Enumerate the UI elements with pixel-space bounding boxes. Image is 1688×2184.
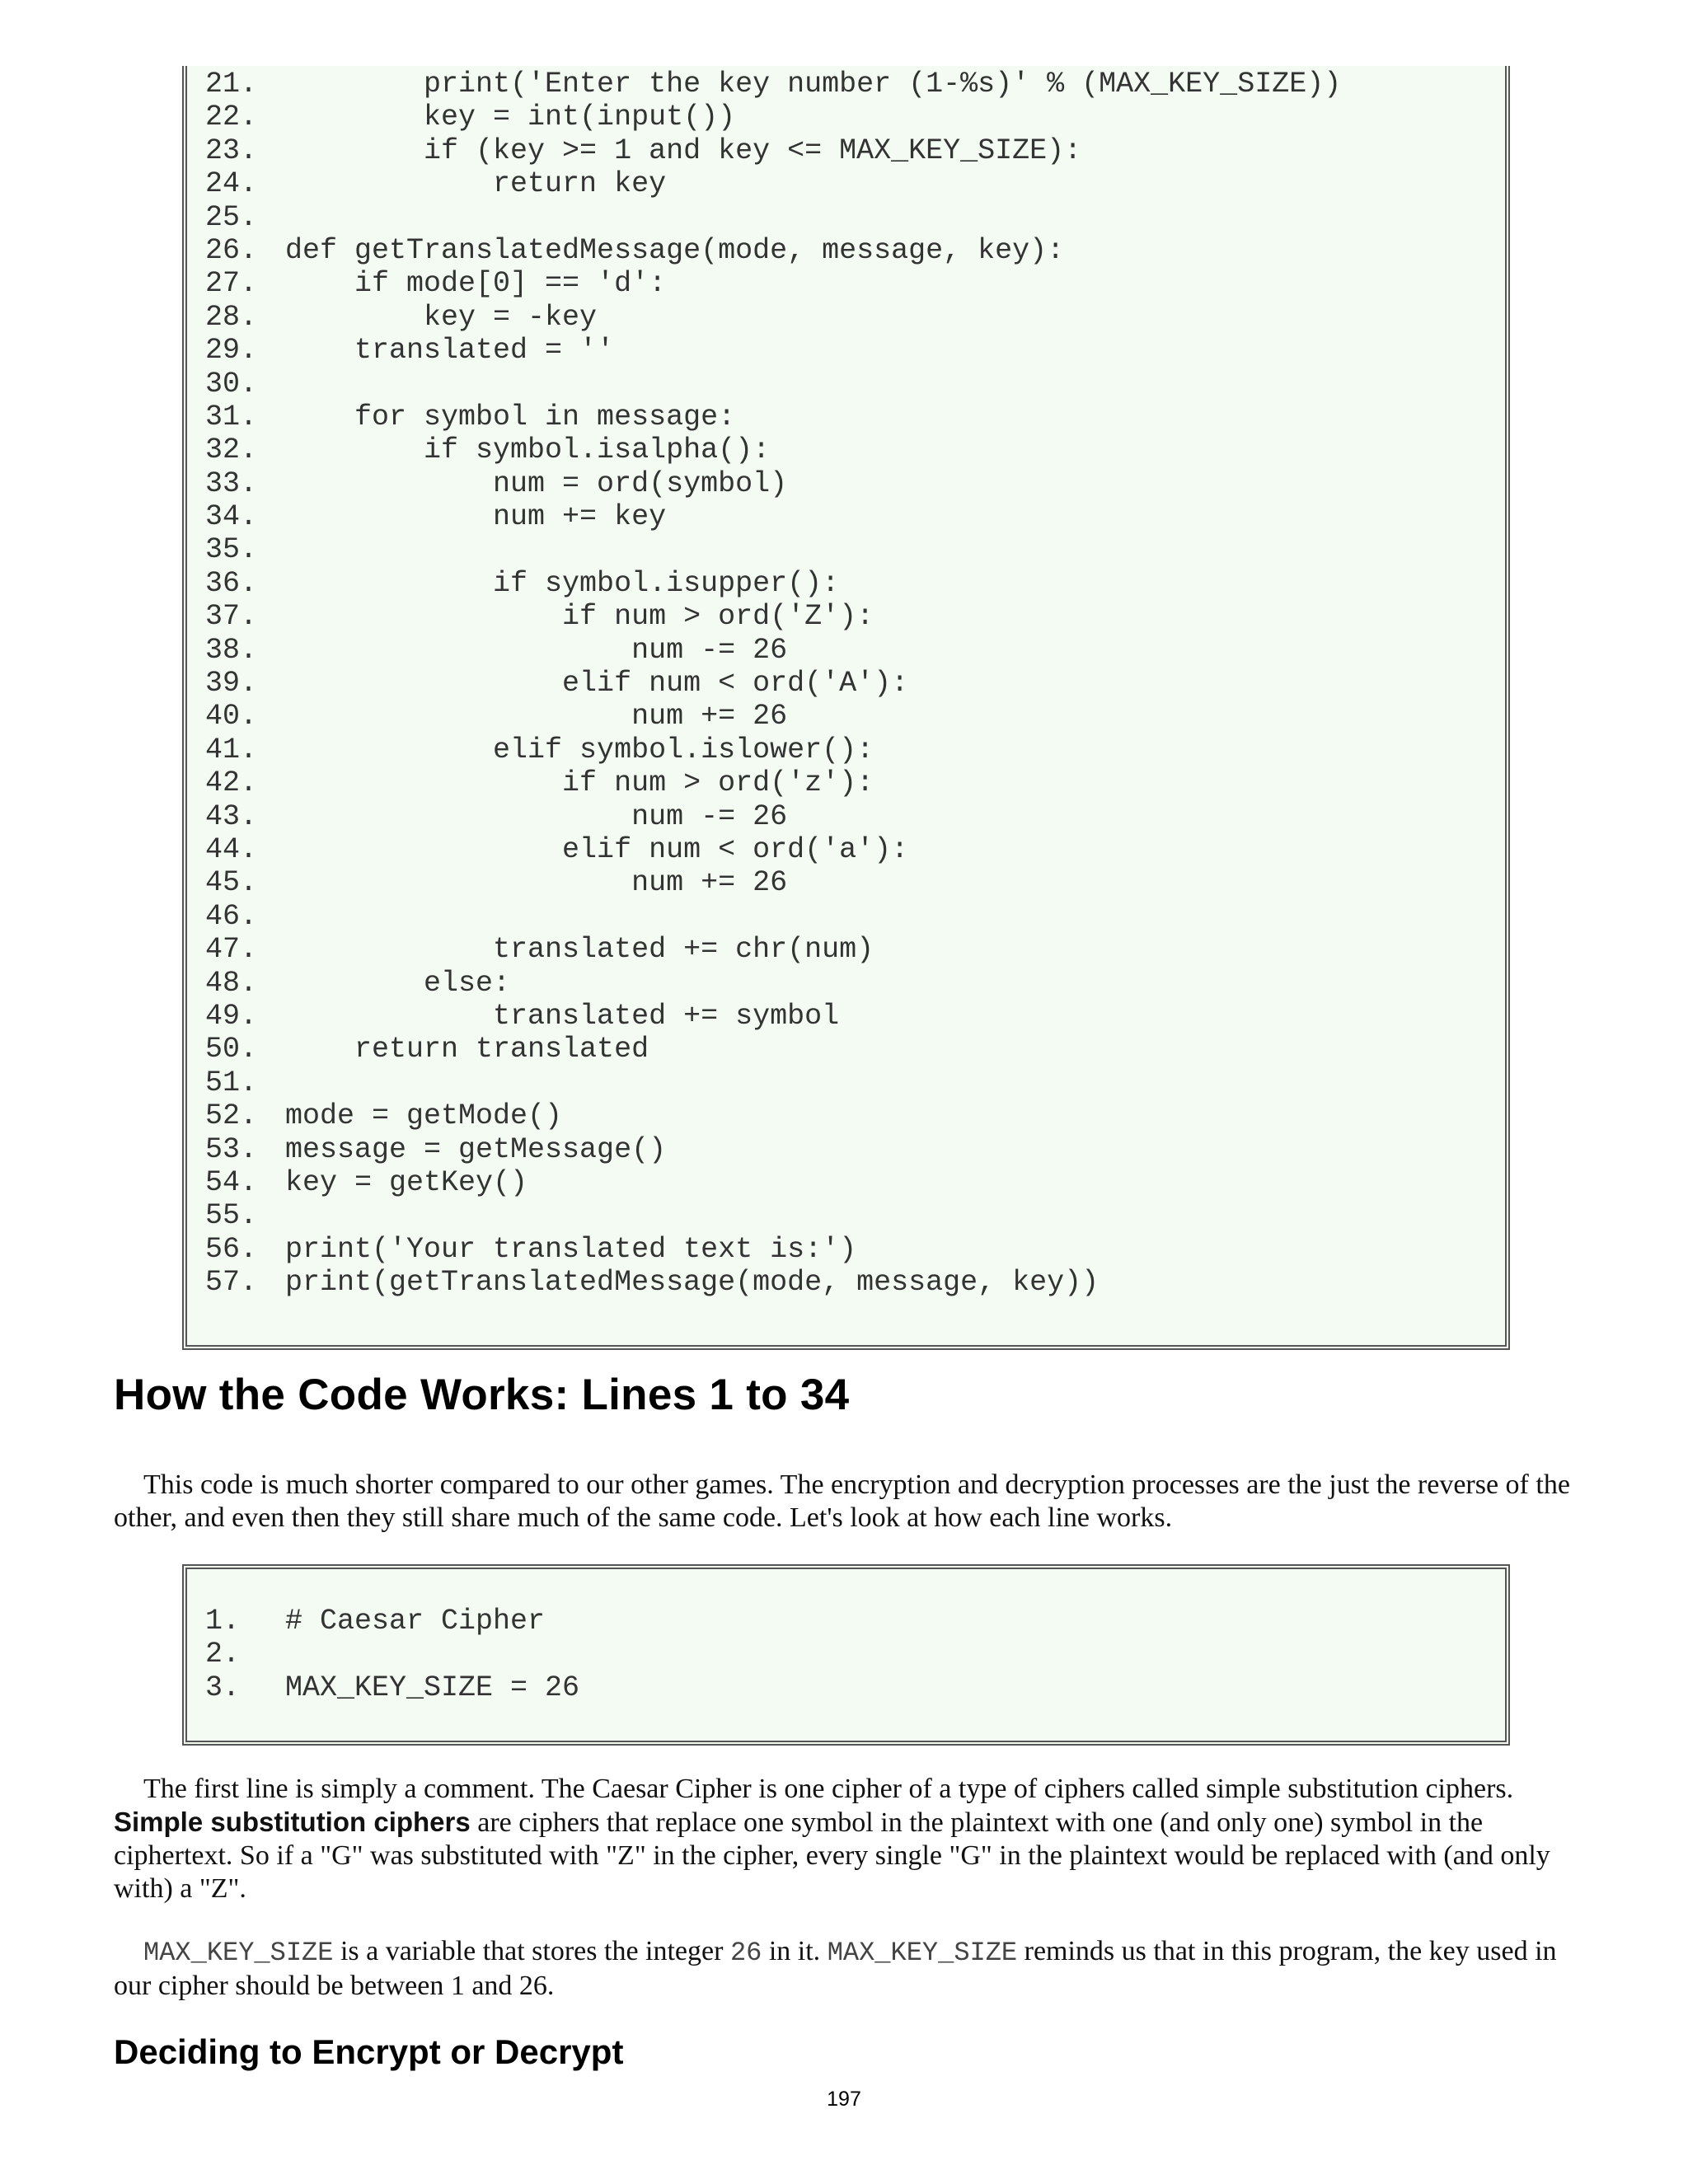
- code-text: if symbol.isupper():: [285, 566, 840, 600]
- paragraph-text: The first line is simply a comment. The Caesar Cipher is one cipher of a type of ciphers called simple substitution ciphers.: [143, 1774, 1514, 1804]
- line-number: 40.: [205, 700, 258, 733]
- code-line: [205, 134, 1341, 167]
- line-number: 2.: [205, 1638, 241, 1671]
- code-line: [205, 1099, 1341, 1132]
- code-text: num -= 26: [285, 799, 788, 833]
- line-number: 22.: [205, 101, 258, 134]
- code-text: elif num < ord('A'):: [285, 667, 909, 701]
- code-line: [205, 1638, 579, 1671]
- code-line: [205, 533, 1341, 566]
- code-listing-lines-1-3: [182, 1564, 1510, 1746]
- line-number: 41.: [205, 733, 258, 766]
- code-text: if (key >= 1 and key <= MAX_KEY_SIZE):: [285, 134, 1082, 167]
- code-text: translated += chr(num): [285, 933, 874, 967]
- code-text: translated = '': [285, 334, 615, 368]
- code-text: print('Your translated text is:'): [285, 1232, 857, 1266]
- paragraph-text: reminds us that in this program, the key used in our cipher should be between 1 and 26.: [114, 1936, 1557, 2001]
- line-number: 35.: [205, 533, 258, 567]
- line-number: 50.: [205, 1033, 258, 1066]
- code-text: key = -key: [285, 300, 598, 334]
- code-line: [205, 500, 1341, 533]
- line-number: 27.: [205, 267, 258, 301]
- code-text: elif num < ord('a'):: [285, 832, 909, 866]
- code-text: return translated: [285, 1033, 649, 1066]
- line-number: 55.: [205, 1199, 258, 1233]
- code-text: print(getTranslatedMessage(mode, message, key)): [285, 1266, 1100, 1300]
- code-line: [205, 567, 1341, 600]
- inline-code: MAX_KEY_SIZE: [827, 1938, 1018, 1968]
- code-text: MAX_KEY_SIZE = 26: [285, 1671, 580, 1704]
- code-line: [205, 1166, 1341, 1199]
- key-term: Simple substitution ciphers: [114, 1807, 471, 1837]
- code-line: [205, 967, 1341, 1000]
- code-line: [205, 267, 1341, 300]
- inline-code: MAX_KEY_SIZE: [143, 1938, 334, 1968]
- code-line: [205, 234, 1341, 267]
- code-line: [205, 833, 1341, 866]
- line-number: 23.: [205, 134, 258, 167]
- line-number: 49.: [205, 999, 258, 1033]
- line-number: 56.: [205, 1232, 258, 1266]
- code-listing-continued: [182, 66, 1510, 1350]
- subsection-heading: Deciding to Encrypt or Decrypt: [114, 2032, 624, 2071]
- line-number: 43.: [205, 799, 258, 833]
- code-text: key = int(input()): [285, 101, 736, 134]
- code-line: [205, 733, 1341, 766]
- line-number: 28.: [205, 300, 258, 334]
- line-number: 38.: [205, 633, 258, 667]
- line-number: 34.: [205, 500, 258, 534]
- code-lines: [205, 1605, 579, 1704]
- line-number: 48.: [205, 966, 258, 1000]
- code-line: [205, 800, 1341, 833]
- line-number: 33.: [205, 466, 258, 500]
- line-number: 26.: [205, 233, 258, 267]
- line-number: 53.: [205, 1132, 258, 1166]
- code-line: [205, 667, 1341, 700]
- code-text: if mode[0] == 'd':: [285, 267, 667, 301]
- code-line: [205, 334, 1341, 367]
- line-number: 52.: [205, 1099, 258, 1133]
- code-text: if num > ord('z'):: [285, 766, 874, 800]
- code-line: [205, 68, 1341, 101]
- code-line: [205, 167, 1341, 200]
- code-text: translated += symbol: [285, 999, 840, 1033]
- code-text: if symbol.isalpha():: [285, 434, 771, 467]
- code-line: [205, 201, 1341, 234]
- line-number: 46.: [205, 899, 258, 933]
- code-text: num -= 26: [285, 633, 788, 667]
- code-line: [205, 1266, 1341, 1299]
- code-line: [205, 866, 1341, 899]
- code-text: if num > ord('Z'):: [285, 600, 874, 634]
- line-number: 51.: [205, 1066, 258, 1099]
- code-lines: [205, 68, 1341, 1299]
- substitution-paragraph: [114, 1773, 1581, 1905]
- code-line: [205, 1605, 579, 1638]
- code-line: [205, 434, 1341, 466]
- code-text: elif symbol.islower():: [285, 733, 874, 766]
- max-key-size-paragraph: [114, 1935, 1581, 2003]
- code-line: [205, 1033, 1341, 1066]
- code-text: for symbol in message:: [285, 400, 736, 434]
- code-line: [205, 634, 1341, 667]
- code-line: [205, 401, 1341, 434]
- code-text: print('Enter the key number (1-%s)' % (MAX_KEY_SIZE)): [285, 68, 1342, 101]
- code-text: num += 26: [285, 866, 788, 900]
- line-number: 25.: [205, 200, 258, 234]
- code-text: def getTranslatedMessage(mode, message, key):: [285, 233, 1065, 267]
- line-number: 32.: [205, 434, 258, 467]
- code-line: [205, 1133, 1341, 1166]
- inline-code: 26: [729, 1938, 762, 1968]
- paragraph-text: in it.: [762, 1936, 828, 1966]
- code-text: else:: [285, 966, 511, 1000]
- page-number: 197: [827, 2088, 861, 2111]
- code-line: [205, 1199, 1341, 1232]
- line-number: 39.: [205, 667, 258, 701]
- code-text: key = getKey(): [285, 1165, 528, 1199]
- code-text: # Caesar Cipher: [285, 1605, 546, 1638]
- intro-paragraph: This code is much shorter compared to our other games. The encryption and decryption processes are the just the reverse of the other, and even then they still share much of the same code. Let's look at how each line works.: [114, 1469, 1570, 1533]
- line-number: 57.: [205, 1266, 258, 1300]
- line-number: 21.: [205, 68, 258, 101]
- code-line: [205, 933, 1341, 966]
- code-line: [205, 368, 1341, 401]
- paragraph-text: are ciphers that replace one symbol in the plaintext with one (and only one) symbol in the ciphertext. So if a "G" was substituted with "Z" in the cipher, every single "G" in the plaintext would be replaced with (and only with) a "Z".: [114, 1807, 1550, 1904]
- code-line: [205, 467, 1341, 500]
- code-line: [205, 700, 1341, 733]
- code-line: [205, 1671, 579, 1704]
- line-number: 36.: [205, 566, 258, 600]
- code-line: [205, 900, 1341, 933]
- paragraph-text: is a variable that stores the integer: [333, 1936, 730, 1966]
- code-line: [205, 600, 1341, 633]
- line-number: 1.: [205, 1605, 241, 1638]
- code-text: num = ord(symbol): [285, 466, 788, 500]
- line-number: 24.: [205, 167, 258, 201]
- code-text: message = getMessage(): [285, 1132, 667, 1166]
- line-number: 31.: [205, 400, 258, 434]
- code-line: [205, 1000, 1341, 1033]
- code-text: return key: [285, 167, 667, 201]
- code-line: [205, 1066, 1341, 1099]
- line-number: 37.: [205, 600, 258, 634]
- code-line: [205, 301, 1341, 334]
- code-line: [205, 766, 1341, 799]
- line-number: 45.: [205, 866, 258, 900]
- code-text: mode = getMode(): [285, 1099, 563, 1133]
- line-number: 29.: [205, 334, 258, 368]
- line-number: 30.: [205, 367, 258, 401]
- line-number: 54.: [205, 1165, 258, 1199]
- code-line: [205, 101, 1341, 134]
- code-text: num += 26: [285, 700, 788, 733]
- line-number: 3.: [205, 1671, 241, 1704]
- code-text: num += key: [285, 500, 667, 534]
- line-number: 44.: [205, 832, 258, 866]
- line-number: 42.: [205, 766, 258, 800]
- section-heading: How the Code Works: Lines 1 to 34: [114, 1371, 850, 1419]
- code-line: [205, 1233, 1341, 1266]
- line-number: 47.: [205, 933, 258, 967]
